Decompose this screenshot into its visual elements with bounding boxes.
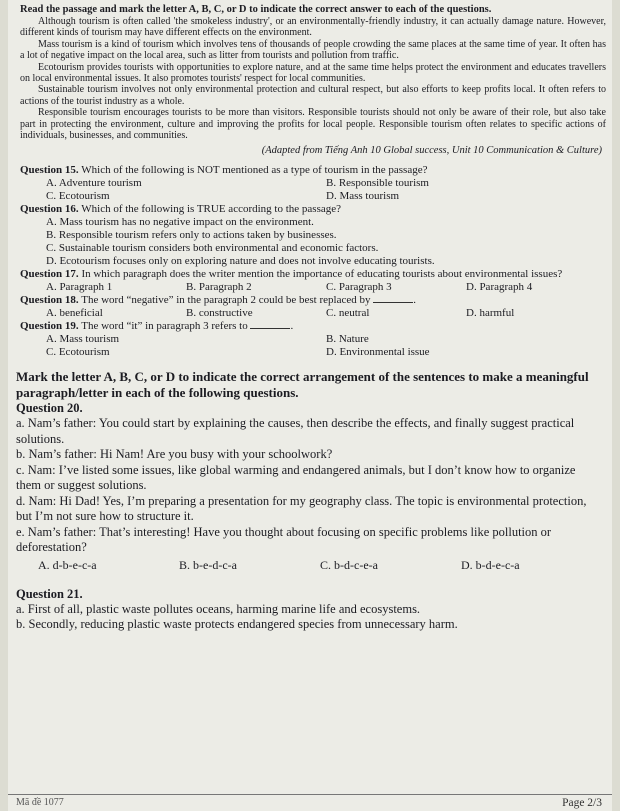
q21-line-b: b. Secondly, reducing plastic waste protects endangered species from unnecessary harm. [16, 617, 458, 632]
q20-line-a: a. Nam’s father: You could start by explaining the causes, then describe the effects, and finally suggest practical solutions. [16, 416, 575, 446]
q16-option-d[interactable]: D. Ecotourism focuses only on exploring nature and does not involve educating tourists. [46, 255, 435, 268]
question-17 [20, 268, 606, 281]
q20-option-d[interactable]: D. b-d-e-c-a [461, 557, 520, 572]
q16-option-b[interactable]: B. Responsible tourism refers only to actions taken by businesses. [46, 229, 337, 242]
question-18-options [20, 307, 606, 320]
q15-option-d[interactable]: D. Mass tourism [326, 190, 400, 203]
question-19-options [20, 333, 606, 359]
q17-option-b[interactable]: B. Paragraph 2 [186, 281, 252, 294]
q16-option-c[interactable]: C. Sustainable tourism considers both environmental and economic factors. [46, 242, 379, 255]
q18-option-b[interactable]: B. constructive [186, 307, 253, 320]
q15-option-b[interactable]: B. Responsible tourism [326, 177, 429, 190]
q17-option-c[interactable]: C. Paragraph 3 [326, 281, 392, 294]
question-18 [20, 294, 606, 307]
q17-option-a[interactable]: A. Paragraph 1 [46, 281, 113, 294]
q20-option-c[interactable]: C. b-d-c-e-a [320, 557, 378, 572]
q15-option-c[interactable]: C. Ecotourism [46, 190, 110, 203]
passage-paragraph-1: Although tourism is often called 'the smokeless industry', or an environmentally-friendly industry, it can actually damage nature. However, different kinds of tourism may have different effects on the environment. [20, 16, 606, 39]
reading-section [8, 0, 612, 359]
q20-line-b: b. Nam’s father: Hi Nam! Are you busy with your schoolwork? [16, 447, 333, 462]
q19-option-a[interactable]: A. Mass tourism [46, 333, 120, 346]
passage-paragraph-2: Mass tourism is a kind of tourism which involves tens of thousands of people crowding the same places at the same time of year. It often has a lot of negative impact on the local area, such as litter from tourists and pollution from traffic. [20, 38, 606, 62]
page-number: Page 2/3 [562, 797, 602, 809]
question-17-options [20, 281, 606, 294]
q19-option-b[interactable]: B. Nature [326, 333, 369, 346]
question-15-title: Question 15. [20, 164, 79, 177]
arrangement-section [8, 359, 612, 633]
passage-source: (Adapted from Tiếng Anh 10 Global success, Unit 10 Communication & Culture) [261, 145, 602, 157]
q21-line-a: a. First of all, plastic waste pollutes oceans, harming marine life and ecosystems. [16, 601, 421, 616]
answer-blank [250, 328, 290, 329]
question-18-end: . [413, 294, 416, 307]
passage-paragraph-3: Ecotourism provides tourists with opportunities to explore nature, and at the same time helps protect the environment and educates travellers on local environmental issues. It also promotes tourists' respect for local communities. [20, 61, 606, 85]
q20-line-d: d. Nam: Hi Dad! Yes, I’m preparing a presentation for my geography class. The topic is environmental protection, but I’m not sure how to structure it. [16, 493, 587, 524]
reading-instruction: Read the passage and mark the letter A, B, C, or D to indicate the correct answer to each of the questions. [20, 4, 492, 15]
question-17-text: In which paragraph does the writer mention the importance of educating tourists about environmental issues? [81, 268, 563, 281]
q18-option-a[interactable]: A. beneficial [46, 307, 103, 320]
question-18-title: Question 18. [20, 294, 79, 307]
exam-page [8, 0, 612, 811]
footer-divider [8, 794, 612, 795]
question-19-title: Question 19. [20, 320, 79, 333]
q18-option-d[interactable]: D. harmful [466, 307, 515, 320]
q15-option-a[interactable]: A. Adventure tourism [46, 177, 142, 190]
answer-blank [373, 302, 413, 303]
spacer [16, 573, 602, 587]
exam-code: Mã đề 1077 [16, 797, 64, 808]
question-16-text: Which of the following is TRUE according to the passage? [81, 203, 342, 216]
question-17-title: Question 17. [20, 268, 79, 281]
passage-paragraph-5: Responsible tourism encourages tourists to be more than visitors. Responsible tourists should not only be aware of their role, but also take part in protecting the environment, culture and improving the profits for local people. Responsible tourism often relates to specific actions of individuals, businesses, and communities. [20, 107, 606, 142]
q18-option-c[interactable]: C. neutral [326, 307, 370, 320]
q20-line-e: e. Nam’s father: That’s interesting! Have you thought about focusing on specific problems like pollution or deforestation? [16, 524, 552, 555]
question-15-options [20, 177, 606, 203]
question-19 [20, 320, 606, 333]
question-15 [20, 164, 606, 177]
q19-option-c[interactable]: C. Ecotourism [46, 346, 110, 359]
q20-line-c: c. Nam: I’ve listed some issues, like global warming and endangered animals, but I don’t know how to organize them or suggest solutions. [16, 462, 576, 493]
passage-paragraph-4: Sustainable tourism involves not only environmental protection and cultural respect, but also efforts to keep profits local. It often refers to actions of the tourist industry as a whole. [20, 84, 606, 107]
passage [20, 16, 606, 141]
question-16 [20, 203, 606, 216]
q20-option-a[interactable]: A. d-b-e-c-a [38, 557, 97, 572]
q20-option-b[interactable]: B. b-e-d-c-a [179, 557, 237, 572]
question-16-title: Question 16. [20, 203, 79, 216]
q17-option-d[interactable]: D. Paragraph 4 [466, 281, 533, 294]
question-18-text: The word “negative” in the paragraph 2 could be best replaced by [81, 294, 371, 307]
question-20-title: Question 20. [16, 401, 83, 416]
q19-option-d[interactable]: D. Environmental issue [326, 346, 430, 359]
question-15-text: Which of the following is NOT mentioned as a type of tourism in the passage? [81, 164, 428, 177]
q16-option-a[interactable]: A. Mass tourism has no negative impact on the environment. [46, 216, 314, 229]
question-19-text: The word “it” in paragraph 3 refers to [81, 320, 248, 333]
question-20-options [16, 558, 602, 573]
arrangement-instruction: Mark the letter A, B, C, or D to indicate the correct arrangement of the sentences to make a meaningful paragraph/letter in each of the following questions. [16, 369, 589, 401]
question-21-title: Question 21. [16, 586, 83, 601]
question-19-end: . [290, 320, 294, 333]
